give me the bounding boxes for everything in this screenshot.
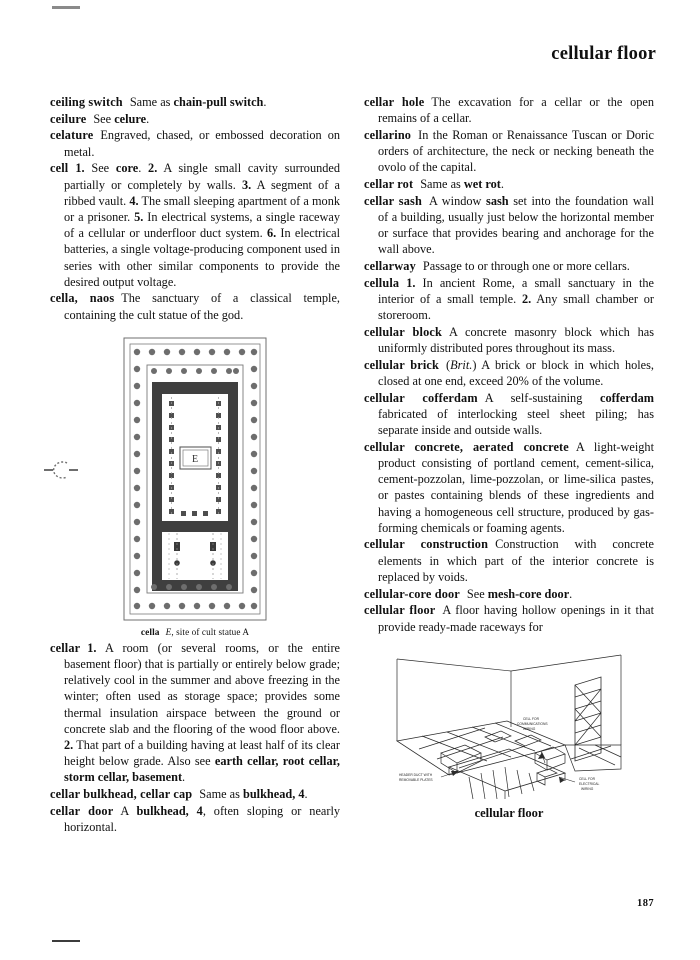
entry-body: See mesh-core door. xyxy=(466,586,573,601)
entry-body: 1. See core. 2. A single small cavity surrounded partially or completely by walls. 3. A segment of a ribbed vault. 4. The small sleeping apartment of a monk or a prisoner. 5. In electrical systems, a single raceway of a cellular or underfloor duct system. 6. In electrical batteries, a single voltage-producing component used in series with other similar components to provide the desired output voltage. xyxy=(64,161,341,289)
label-comm-cell-line1: CELL FOR xyxy=(523,716,539,721)
page-number: 187 xyxy=(637,898,654,909)
entry-headword: celature xyxy=(50,128,94,143)
entry-body: In the Roman or Renaissance Tuscan or Doric orders of architecture, the neck or necking beneath the ovolo of the capital. xyxy=(378,127,654,175)
entry-body: The excavation for a cellar or the open remains of a cellar. xyxy=(378,95,654,126)
dictionary-entry xyxy=(50,803,340,835)
entry-body: Engraved, chased, or embossed decoration on metal. xyxy=(64,128,340,159)
entry-headword: ceiling switch xyxy=(50,95,123,109)
label-elec-cell-line3: WIRING xyxy=(581,786,594,791)
cella-plan-illustration xyxy=(121,335,269,623)
entry-body: A window sash set into the foundation wall of a building, usually just below the horizontal member or surface that provides bearing and anchorage for the wall above. xyxy=(378,193,654,257)
entry-body: Same as bulkhead, 4. xyxy=(199,787,308,802)
entry-body: A bulkhead, 4, often sloping or nearly horizontal. xyxy=(64,803,341,835)
running-head: cellular floor xyxy=(551,44,656,64)
figure-caption-name: cella xyxy=(140,627,160,638)
dictionary-entry xyxy=(364,439,654,536)
dictionary-entry xyxy=(50,111,340,127)
cellular-floor-illustration xyxy=(389,649,629,801)
entry-headword: cellar rot xyxy=(364,177,414,192)
entry-body: Same as wet rot. xyxy=(420,177,504,192)
entry-headword: cellular construction xyxy=(364,537,489,552)
dictionary-entry xyxy=(364,258,654,274)
entry-headword: cellar bulkhead, cellar cap xyxy=(50,787,193,802)
label-comm-cell-line3: WIRING xyxy=(523,726,536,731)
label-comm-cell-line2: COMMUNICATIONS xyxy=(517,721,548,726)
scan-edge-mark-top xyxy=(52,6,80,9)
entry-headword: cellarino xyxy=(364,127,412,142)
entry-headword: cellar sash xyxy=(364,193,422,208)
dictionary-entry xyxy=(364,94,654,126)
dictionary-entry xyxy=(50,160,340,290)
entry-headword: cellarway xyxy=(364,259,416,274)
dictionary-entry xyxy=(364,536,654,585)
entry-headword: cellular block xyxy=(364,324,442,339)
entry-headword: cellular floor xyxy=(364,603,436,618)
entry-headword: cellular concrete, aerated concrete xyxy=(364,439,569,454)
entry-headword: cellular brick xyxy=(364,357,440,372)
entry-headword: ceilure xyxy=(50,111,87,126)
entry-headword: cellula xyxy=(364,275,400,290)
figure-caption-cella xyxy=(50,627,340,638)
dictionary-entry xyxy=(364,390,654,439)
entry-headword: cellular cofferdam xyxy=(364,390,478,405)
dictionary-entry xyxy=(364,586,654,602)
entry-headword: cell xyxy=(50,161,69,176)
dictionary-entry xyxy=(364,357,654,389)
label-elec-cell-line2: ELECTRICAL xyxy=(579,781,600,786)
dictionary-entry xyxy=(364,602,654,634)
dictionary-entry xyxy=(50,127,340,159)
entry-headword: cellar xyxy=(50,640,81,655)
right-column xyxy=(364,94,654,836)
dictionary-entry xyxy=(50,640,340,786)
label-header-duct-line2: REMOVABLE PLATES xyxy=(399,777,433,782)
entry-headword: cellar door xyxy=(50,803,114,818)
entry-body: 1. In ancient Rome, a small sanctuary in the interior of a small temple. 2. Any small chamber or storeroom. xyxy=(378,275,654,323)
dictionary-entry xyxy=(50,290,340,322)
dictionary-entry xyxy=(364,193,654,258)
figure-cellular-floor xyxy=(364,649,654,821)
page-columns xyxy=(50,94,654,836)
figure-caption-cellular-floor: cellular floor xyxy=(474,805,544,820)
label-elec-cell-line1: CELL FOR xyxy=(579,776,595,781)
entry-headword: cella, naos xyxy=(50,291,115,306)
entry-body: 1. A room (or several rooms, or the entire basement floor) that is partially or entirely below grade; relatively cool in the summer and above freezing in the winter; often used as storage space; provides some thermal insulation airspace between the ground or concrete slab and the flooring of the wood floor above. 2. That part of a building having at least half of its clear height below grade. Also see earth cellar, root cellar, storm cellar, basement. xyxy=(64,640,340,785)
entry-headword: cellular-core door xyxy=(364,586,460,601)
entry-body: A floor having hollow openings in it that provide ready-made raceways for xyxy=(378,603,654,634)
entry-body: Same as chain-pull switch. xyxy=(129,95,267,109)
cella-interior-label: E xyxy=(191,453,199,465)
dictionary-entry xyxy=(364,176,654,192)
entry-body: A light-weight product consisting of portland cement, cement-silica, cement-pozzolan, lime-pozzolan, or lime-silica pastes, or pastes containing blends of these ingredients and having a homogeneous cell structure, produced by gas-forming chemicals or foaming agents. xyxy=(378,439,654,535)
dictionary-entry xyxy=(50,786,340,802)
entry-body: A self-sustaining cofferdam fabricated of interlocking steel sheet piling; has separate inside and outside walls. xyxy=(378,390,654,438)
scan-edge-mark-bottom xyxy=(52,940,80,942)
dictionary-entry xyxy=(364,127,654,176)
figure-cella-plan xyxy=(50,335,340,638)
dictionary-entry xyxy=(364,275,654,324)
figure-caption-text: E, site of cult statue A xyxy=(165,626,250,637)
entry-body: See celure. xyxy=(93,111,150,126)
entry-body: Construction with concrete elements in which part of the interior concrete is replaced by voids. xyxy=(378,537,654,584)
entry-headword: cellar hole xyxy=(364,95,425,109)
entry-body: A concrete masonry block which has uniformly distributed pores throughout its mass. xyxy=(378,324,654,356)
entry-body: The sanctuary of a classical temple, containing the cult statue of the god. xyxy=(64,291,340,322)
label-header-duct-line1: HEADER DUCT WITH xyxy=(399,772,433,777)
left-column xyxy=(50,94,340,836)
entry-body: (Brit.) A brick or block in which holes, closed at one end, exceed 20% of the volume. xyxy=(378,357,654,388)
dictionary-entry xyxy=(50,94,340,110)
entry-body: Passage to or through one or more cellars. xyxy=(422,259,630,274)
dictionary-entry xyxy=(364,324,654,356)
